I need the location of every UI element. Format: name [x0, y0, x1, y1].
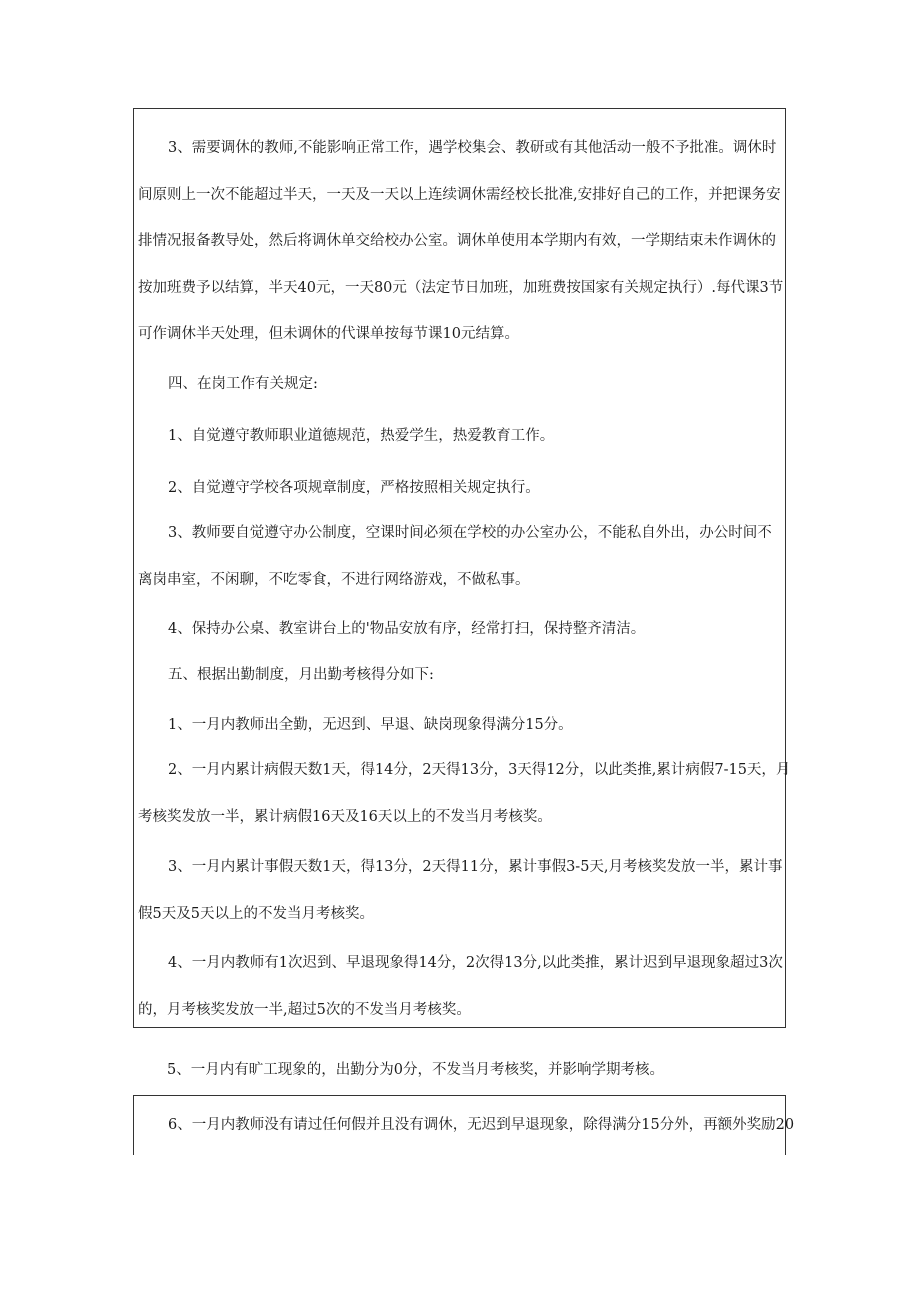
text-line: 排情况报备教导处，然后将调休单交给校办公室。调休单使用本学期内有效，一学期结束未作调休的: [138, 233, 776, 249]
paragraph-personal-leave: [134, 844, 785, 937]
page-frame-lower: [133, 1095, 795, 1155]
page-frame-upper: [133, 108, 791, 1028]
text-line: 按加班费予以结算，半天40元，一天80元（法定节日加班，加班费按国家有关规定执行）.每代课3节: [138, 279, 784, 296]
text-line: 2、自觉遵守学校各项规章制度，严格按照相关规定执行。: [168, 480, 540, 496]
text-line: 1、自觉遵守教师职业道德规范，热爱学生，热爱教育工作。: [168, 428, 555, 444]
text-line: 五、根据出勤制度，月出勤考核得分如下:: [168, 667, 434, 683]
paragraph-sick-leave: [134, 747, 791, 840]
text-line: 假5天及5天以上的不发当月考核奖。: [138, 905, 374, 922]
text-line: 考核奖发放一半，累计病假16天及16天以上的不发当月考核奖。: [138, 808, 552, 825]
text-line: 的，月考核奖发放一半,超过5次的不发当月考核奖。: [138, 1001, 471, 1018]
text-line: 4、一月内教师有1次迟到、早退现象得14分，2次得13分,以此类推，累计迟到早退现象超过3次: [168, 955, 783, 971]
paragraph-leave-rules: [134, 125, 785, 358]
text-line: 6、一月内教师没有请过任何假并且没有调休，无迟到早退现象，除得满分15分外，再额外奖励20: [168, 1117, 795, 1133]
paragraph-regulations: [134, 465, 785, 512]
text-line: 1、一月内教师出全勤，无迟到、早退、缺岗现象得满分15分。: [168, 717, 573, 733]
paragraph-office-rules: [134, 510, 785, 603]
text-line: 间原则上一次不能超过半天，一天及一天以上连续调休需经校长批准,安排好自己的工作，并把课务安: [138, 186, 781, 203]
paragraph-ethics: [134, 413, 785, 460]
text-line: 3、一月内累计事假天数1天，得13分，2天得11分，累计事假3-5天,月考核奖发放一半，累计事: [168, 859, 783, 875]
text-line: 3、需要调休的教师,不能影响正常工作，遇学校集会、教研或有其他活动一般不予批准。调休时: [168, 140, 777, 156]
text-line: 4、保持办公桌、教室讲台上的'物品安放有序，经常打扫，保持整齐清洁。: [168, 621, 646, 637]
text-line: 离岗串室，不闲聊，不吃零食，不进行网络游戏，不做私事。: [138, 571, 530, 588]
section-heading-attendance: [134, 652, 785, 699]
text-line: 2、一月内累计病假天数1天，得14分，2天得13分，3天得12分，以此类推,累计病假7-15天，月: [168, 762, 791, 778]
paragraph-absenteeism: 5、一月内有旷工现象的，出勤分为0分，不发当月考核奖，并影响学期考核。: [167, 1062, 664, 1078]
paragraph-bonus: [134, 1102, 795, 1149]
section-heading-on-duty: [134, 361, 785, 408]
text-line: 可作调休半天处理，但未调休的代课单按每节课10元结算。: [138, 326, 519, 342]
text-line: 四、在岗工作有关规定:: [168, 376, 318, 392]
paragraph-desk-tidy: [134, 606, 785, 653]
paragraph-late-early: [134, 940, 785, 1033]
paragraph-full-attendance: [134, 702, 785, 749]
text-line: 3、教师要自觉遵守办公制度，空课时间必须在学校的办公室办公，不能私自外出，办公时间不: [168, 525, 772, 541]
